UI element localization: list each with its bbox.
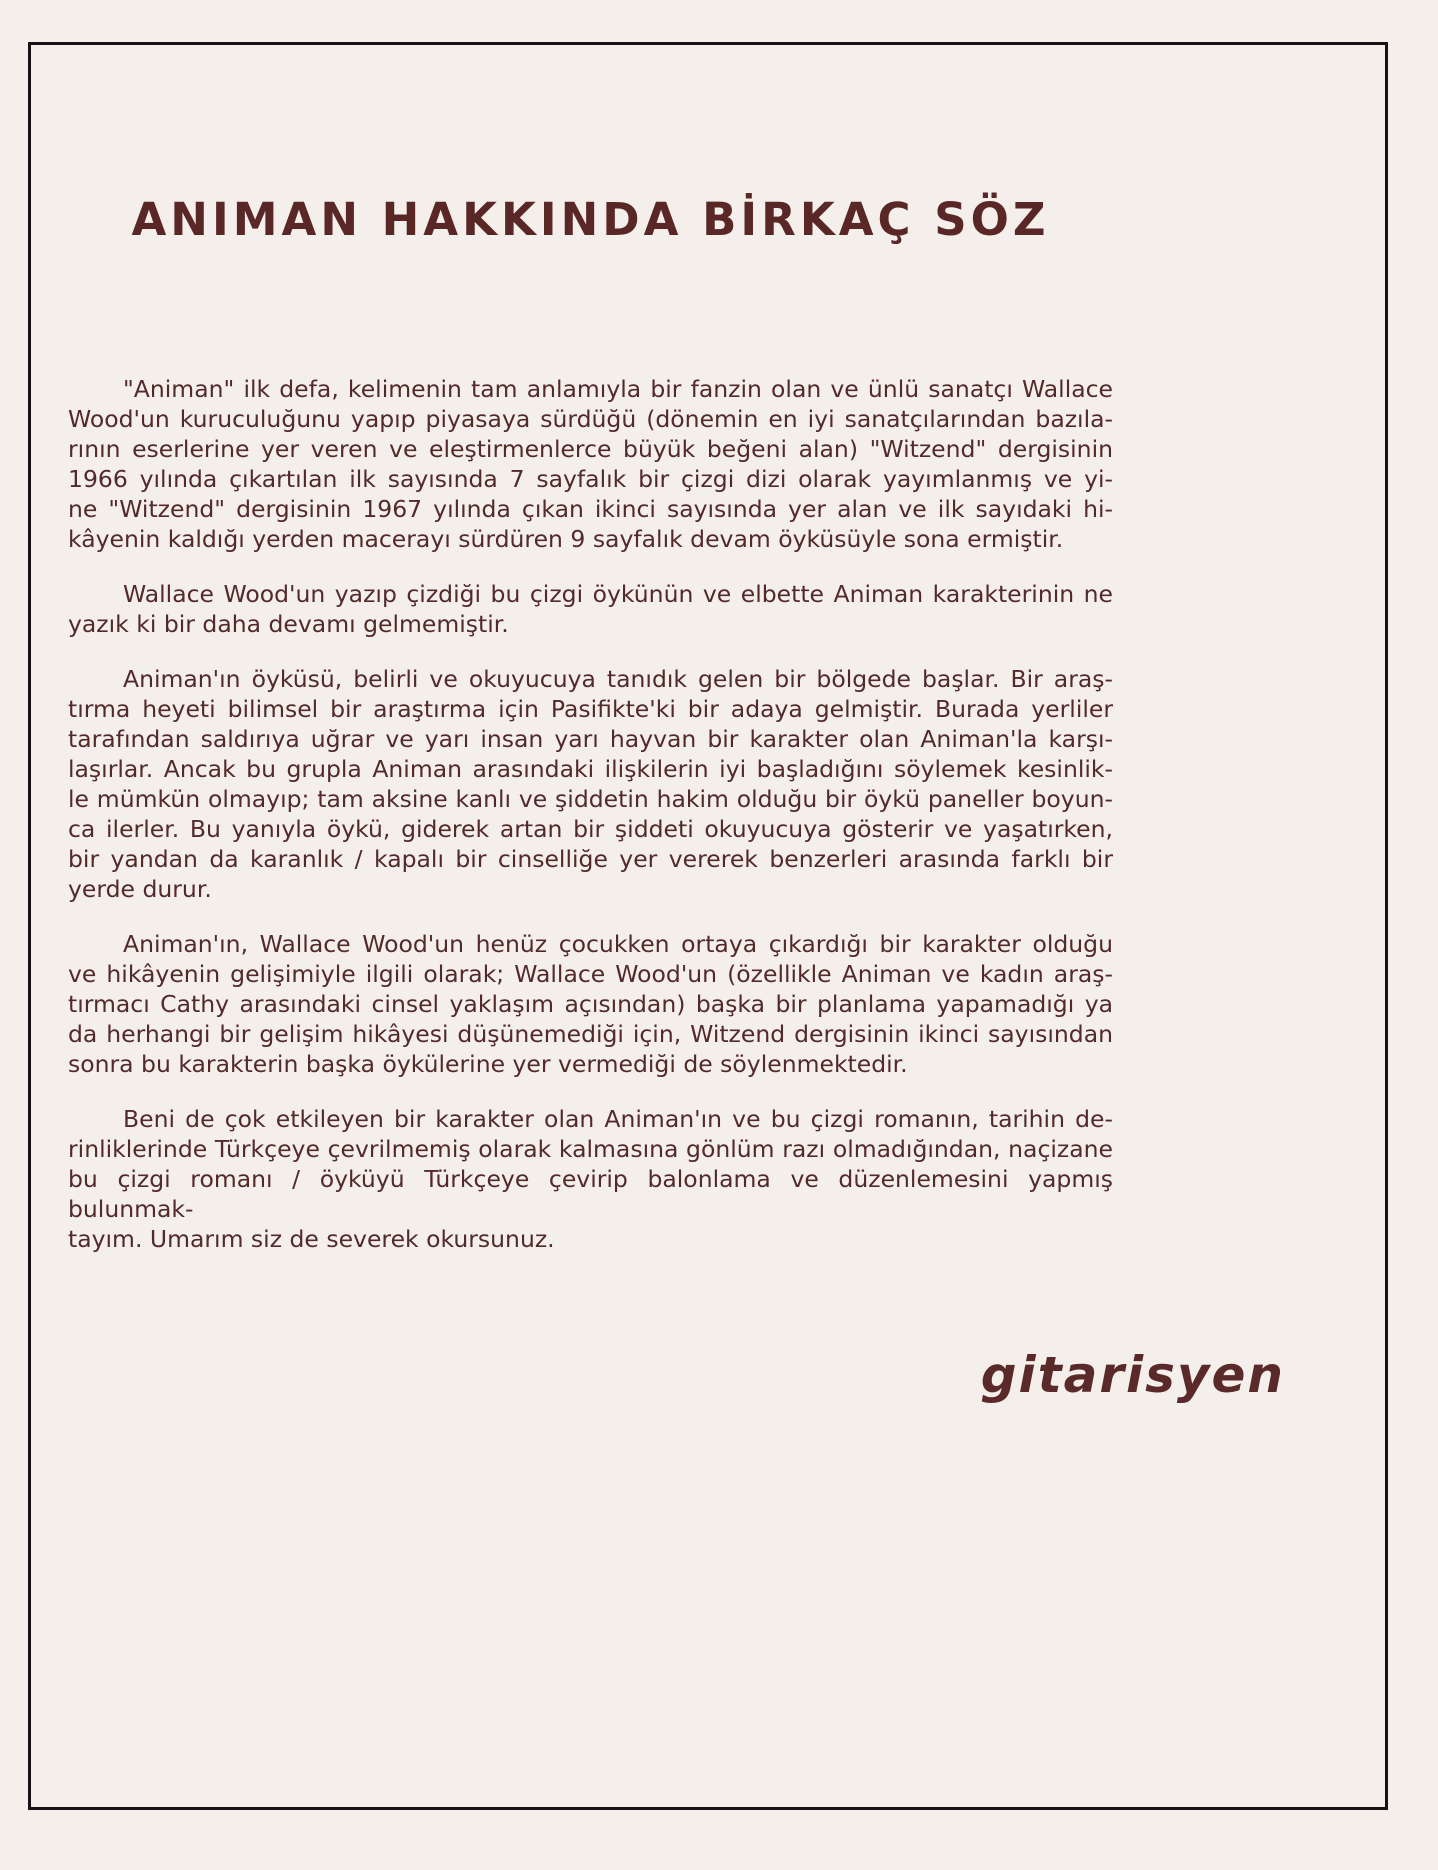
paragraph [68, 374, 1113, 554]
paragraph-line: "Animan" ilk defa, kelimenin tam anlamıyla bir fanzin olan ve ünlü sanatçı Wallace [123, 375, 1113, 403]
paragraph-line: sonra bu karakterin başka öykülerine yer vermediği de söylenmektedir. [68, 1050, 908, 1078]
paragraph-line: le mümkün olmayıp; tam aksine kanlı ve şiddetin hakim olduğu bir öykü paneller boyun- [68, 785, 1113, 813]
paragraph-line: yerde durur. [68, 875, 212, 903]
paragraph-line: tırma heyeti bilimsel bir araştırma için Pasifikte'ki bir adaya gelmiştir. Burada yerliler [68, 695, 1113, 723]
body-text [68, 374, 1113, 1254]
paragraph-line: laşırlar. Ancak bu grupla Animan arasındaki ilişkilerin iyi başladığını söylemek kesinlik- [68, 755, 1113, 783]
paragraph-line: rinliklerinde Türkçeye çevrilmemiş olarak kalmasına gönlüm razı olmadığından, naçizane [68, 1135, 1113, 1163]
paragraph-line: Animan'ın öyküsü, belirli ve okuyucuya tanıdık gelen bir bölgede başlar. Bir araş- [123, 665, 1113, 693]
paragraph-line: ne "Witzend" dergisinin 1967 yılında çıkan ikinci sayısında yer alan ve ilk sayıdaki hi- [68, 495, 1113, 523]
paragraph-line: yazık ki bir daha devamı gelmemiştir. [68, 610, 509, 638]
paragraph-line: kâyenin kaldığı yerden macerayı sürdüren 9 sayfalık devam öyküsüyle sona ermiştir. [68, 525, 1064, 553]
paragraph [68, 664, 1113, 904]
paragraph-line: tarafından saldırıya uğrar ve yarı insan yarı hayvan bir karakter olan Animan'la karşı- [68, 725, 1113, 753]
paragraph-line: Wallace Wood'un yazıp çizdiği bu çizgi öykünün ve elbette Animan karakterinin ne [123, 580, 1113, 608]
page-border [28, 42, 1388, 1810]
signature: gitarisyen [980, 1346, 1285, 1404]
page-title: ANIMAN HAKKINDA BİRKAÇ SÖZ [131, 193, 1050, 246]
paragraph-line: tırmacı Cathy arasındaki cinsel yaklaşım açısından) başka bir planlama yapamadığı ya [68, 990, 1113, 1018]
paragraph-line: ve hikâyenin gelişimiyle ilgili olarak; Wallace Wood'un (özellikle Animan ve kadın araş- [68, 960, 1113, 988]
paragraph-line: Animan'ın, Wallace Wood'un henüz çocukken ortaya çıkardığı bir karakter olduğu [123, 930, 1113, 958]
paragraph-line: 1966 yılında çıkartılan ilk sayısında 7 sayfalık bir çizgi dizi olarak yayımlanmış ve yi- [68, 465, 1113, 493]
paragraph-line: bu çizgi romanı / öyküyü Türkçeye çevirip balonlama ve düzenlemesini yapmış bulunmak- [68, 1165, 1113, 1223]
paragraph-line: Wood'un kuruculuğunu yapıp piyasaya sürdüğü (dönemin en iyi sanatçılarından bazıla- [68, 405, 1113, 433]
paragraph [68, 1104, 1113, 1254]
paragraph [68, 929, 1113, 1079]
paragraph [68, 579, 1113, 639]
paragraph-line: Beni de çok etkileyen bir karakter olan Animan'ın ve bu çizgi romanın, tarihin de- [123, 1105, 1113, 1133]
paragraph-line: tayım. Umarım siz de severek okursunuz. [68, 1225, 555, 1253]
paragraph-line: da herhangi bir gelişim hikâyesi düşünemediği için, Witzend dergisinin ikinci sayısından [68, 1020, 1113, 1048]
paragraph-line: ca ilerler. Bu yanıyla öykü, giderek artan bir şiddeti okuyucuya gösterir ve yaşatırken, [68, 815, 1113, 843]
paragraph-line: bir yandan da karanlık / kapalı bir cinselliğe yer vererek benzerleri arasında farklı bir [68, 845, 1113, 873]
paragraph-line: rının eserlerine yer veren ve eleştirmenlerce büyük beğeni alan) "Witzend" dergisinin [68, 435, 1113, 463]
